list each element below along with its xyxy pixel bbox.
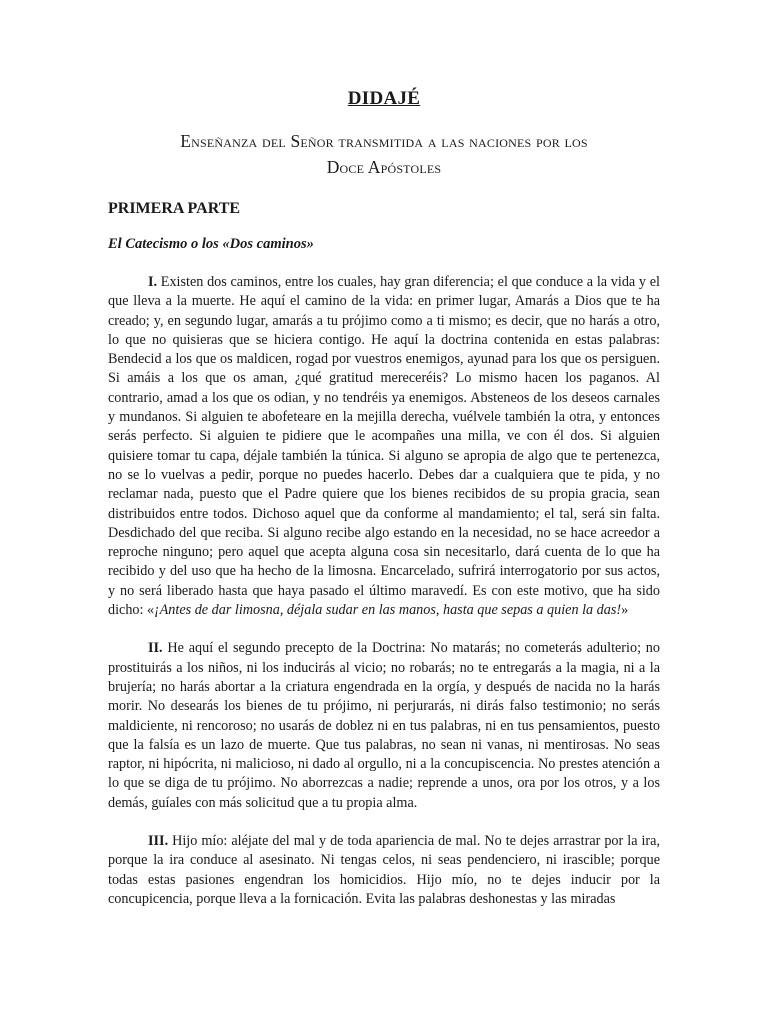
paragraph-quote: ¡Antes de dar limosna, déjala sudar en las manos, hasta que sepas a quien la das! [154, 602, 622, 619]
paragraph-quote-close: » [621, 602, 629, 619]
paragraph-2 [108, 639, 660, 813]
paragraph-1 [108, 273, 660, 620]
paragraph-number: III. [148, 833, 169, 850]
paragraph-text: Existen dos caminos, entre los cuales, hay gran diferencia; el que conduce a la vida y el que lleva a la muerte. He aquí el camino de la vida: en primer lugar, Amarás a Dios que te ha creado; y, en segundo lugar, amarás a tu prójimo como a ti mismo; es decir, que no harás a otro, lo que no quisieras que se hiciera contigo. He aquí la doctrina contenida en estas palabras: Bendecid a los que os maldicen, rogad por vuestros enemigos, ayunad para los que os persiguen. Si amáis a los que os aman, ¿qué gratitud mereceréis? Lo mismo hacen los paganos. Al contrario, amad a los que os odian, y no tendréis ya enemigos. Absteneos de los deseos carnales y mundanos. Si alguien te abofeteare en la mejilla derecha, vuélvele también la otra, y entonces serás perfecto. Si alguien te pidiere que le acompañes una milla, ve con él dos. Si alguien quisiere tomar tu capa, déjale también la túnica. Si alguno se apropia de algo que te pertenezca, no se lo vuelvas a pedir, porque no puedes hacerlo. Debes dar a cualquiera que te pida, y no reclamar nada, puesto que el Padre quiere que los bienes recibidos de su propia gracia, sean distribuidos entre todos. Dichoso aquel que da conforme al mandamiento; el tal, será sin falta. Desdichado del que reciba. Si alguno recibe algo estando en la necesidad, no se hace acreedor a reproche ninguno; pero aquel que acepta alguna cosa sin necesitarlo, dará cuenta de lo que ha recibido y del uso que ha hecho de la limosna. Encarcelado, sufrirá interrogatorio por sus actos, y no será liberado hasta que haya pasado el último maravedí. Es con este motivo, que ha sido dicho: « [108, 274, 660, 619]
paragraph-text: Hijo mío: aléjate del mal y de toda apariencia de mal. No te dejes arrastrar por la ira, porque la ira conduce al asesinato. Ni tengas celos, ni seas pendenciero, ni irascible; porque todas estas pasiones engendran los homicidios. Hijo mío, no te dejes inducir por la concupicencia, porque lleva a la fornicación. Evita las palabras deshonestas y las miradas [108, 833, 660, 907]
paragraph-3 [108, 832, 660, 909]
part-heading: PRIMERA PARTE [108, 200, 241, 217]
paragraph-text: He aquí el segundo precepto de la Doctrina: No matarás; no cometerás adulterio; no prostituirás a los niños, ni los inducirás al vicio; no robarás; no te entregarás a la magia, ni a la brujería; no harás abortar a la criatura engendrada en la orgía, y después de nacida no la harás morir. No desearás los bienes de tu prójimo, ni perjurarás, ni dirás falso testimonio; no serás maldiciente, ni rencoroso; no usarás de doblez ni en tus palabras, ni en tus pensamientos, puesto que la falsía es un lazo de muerte. Que tus palabras, no sean ni vanas, ni mentirosas. No seas raptor, ni hipócrita, ni malicioso, ni dado al orgullo, ni a la concupiscencia. No prestes atención a lo que se diga de tu prójimo. No aborrezcas a nadie; reprende a unos, ora por los otros, y a los demás, guíales con más solicitud que a tu propia alma. [108, 640, 660, 811]
document-title: DIDAJÉ [347, 88, 421, 109]
document-subtitle [108, 128, 660, 180]
subtitle-line-2: Doce Apóstoles [326, 157, 442, 177]
subtitle-line-1: Enseñanza del Señor transmitida a las naciones por los [180, 131, 588, 151]
paragraph-number: I. [148, 274, 158, 290]
paragraph-number: II. [148, 640, 163, 657]
section-heading: El Catecismo o los «Dos caminos» [108, 236, 314, 252]
document-page [108, 88, 660, 928]
